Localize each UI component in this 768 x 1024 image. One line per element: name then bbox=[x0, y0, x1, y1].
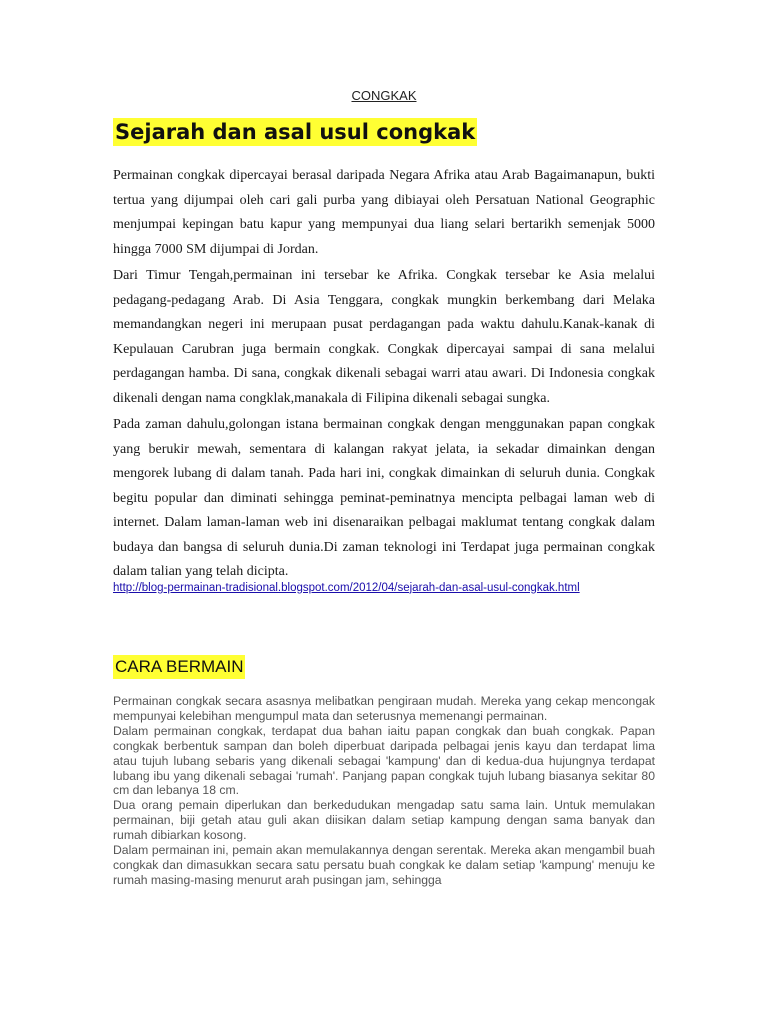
section-heading-history: Sejarah dan asal usul congkak bbox=[115, 120, 476, 144]
history-body bbox=[113, 164, 655, 595]
how-to-play-paragraph: Dalam permainan congkak, terdapat dua bahan iaitu papan congkak dan buah congkak. Papan congkak berbentuk sampan dan boleh diperbuat daripada pelbagai jenis kayu dan terdapat lima atau tujuh lubang sebaris yang dikenali sebagai 'kampung' dan di kedua-dua hujungnya terdapat lubang ibu yang dikenali sebagai 'rumah'. Panjang papan congkak tujuh lubang biasanya sekitar 80 cm dan lebanya 18 cm. bbox=[113, 723, 655, 798]
how-to-play-paragraph: Dalam permainan ini, pemain akan memulakannya dengan serentak. Mereka akan mengambil buah congkak dan dimasukkan secara satu persatu buah congkak ke dalam setiap 'kampung' menuju ke rumah masing-masing menurut arah pusingan jam, sehingga bbox=[113, 843, 655, 887]
section-heading-how-to-play: CARA BERMAIN bbox=[113, 655, 245, 679]
source-link[interactable]: http://blog-permainan-tradisional.blogspot.com/2012/04/sejarah-dan-asal-usul-congkak.html bbox=[113, 581, 580, 594]
document-title: CONGKAK bbox=[351, 88, 417, 103]
how-to-play-paragraph: Permainan congkak secara asasnya melibatkan pengiraan mudah. Mereka yang cekap mencongak mempunyai kelebihan mengumpul mata dan seterusnya memenangi permainan. bbox=[113, 694, 655, 723]
how-to-play-paragraph: Dua orang pemain diperlukan dan berkedudukan mengadap satu sama lain. Untuk memulakan permainan, biji getah atau guli akan diisikan dalam setiap kampung dengan sama banyak dan rumah dibiarkan kosong. bbox=[113, 798, 655, 843]
history-paragraph: Dari Timur Tengah,permainan ini tersebar ke Afrika. Congkak tersebar ke Asia melalui pedagang-pedagang Arab. Di Asia Tenggara, congkak mungkin berkembang dari Melaka memandangkan negeri ini merupaan pusat perdagangan pada waktu dahulu.Kanak-kanak di Kepulauan Carubran juga bermain congkak. Congkak dipercayai sampai di sana melalui perdagangan hamba. Di sana, congkak dikenali sebagai warri atau awari. Di Indonesia congkak dikenali dengan nama congklak,manakala di Filipina dikenali sebagai sungka. bbox=[113, 268, 655, 406]
history-paragraph: Permainan congkak dipercayai berasal daripada Negara Afrika atau Arab Bagaimanapun, bukti tertua yang dijumpai oleh cari gali purba yang dibiayai oleh Persatuan National Geographic menjumpai kepingan batu kapur yang mempunyai dua liang selari bertarikh semenjak 5000 hingga 7000 SM dijumpai di Jordan. bbox=[113, 168, 655, 257]
how-to-play-body bbox=[113, 694, 655, 888]
history-paragraph: Pada zaman dahulu,golongan istana bermainan congkak dengan menggunakan papan congkak yang berukir mewah, sementara di kalangan rakyat jelata, ia sekadar dimainkan dengan mengorek lubang di dalam tanah. Pada hari ini, congkak dimainkan di seluruh dunia. Congkak begitu popular dan diminati sehingga peminat-peminatnya mencipta pelbagai laman web di internet. Dalam laman-laman web ini disenaraikan pelbagai maklumat tentang congkak dalam budaya dan bangsa di seluruh dunia.Di zaman teknologi ini Terdapat juga permainan congkak dalam talian yang telah dicipta. bbox=[113, 417, 655, 579]
